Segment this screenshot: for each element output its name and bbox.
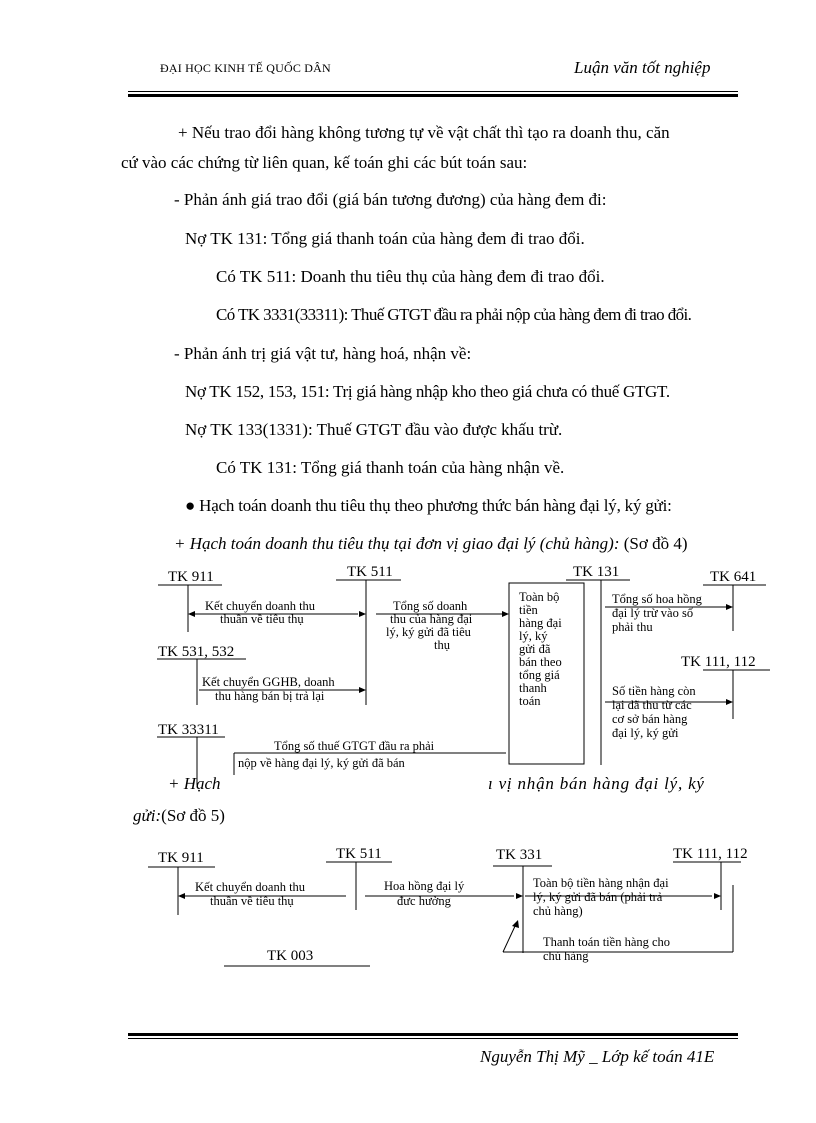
diagram4-flow-label: lý, ký gửi đã tiêu bbox=[386, 625, 471, 639]
diagram5-tk911-label: TK 911 bbox=[158, 850, 204, 866]
diagram4-caption: + Hạch toán doanh thu tiêu thụ tại đơn vị giao đại lý (chủ hàng): bbox=[174, 534, 620, 553]
paragraph-fragment: ı vị nhận bán hàng đại lý, ký bbox=[488, 774, 705, 793]
diagram4-flow-label: Tổng số thuế GTGT đầu ra phải bbox=[274, 739, 435, 753]
diagram4-box-text: bán theo bbox=[519, 655, 562, 669]
diagram5-tk511-label: TK 511 bbox=[336, 846, 382, 862]
paragraph-line: ● Hạch toán doanh thu tiêu thụ theo phương thức bán hàng đại lý, ký gửi: bbox=[185, 496, 672, 515]
diagram4-box-text: thanh bbox=[519, 681, 547, 695]
diagram5-flow-label: Thanh toán tiền hàng cho bbox=[543, 935, 671, 949]
diagram5-flow-label: chủ hàng bbox=[543, 949, 589, 963]
footer-rule-thin bbox=[128, 1038, 738, 1039]
diagram4-flow-label: thuần về tiêu thụ bbox=[220, 612, 304, 626]
diagram5-tk003-label: TK 003 bbox=[267, 948, 314, 964]
diagram4-flow-label: phải thu bbox=[612, 620, 653, 634]
diagram5-flow-label: lý, ký gửi đã bán (phải trả bbox=[533, 890, 663, 904]
diagram4-flow-label: lại đã thu từ các bbox=[612, 698, 692, 712]
diagram4-tk511-label: TK 511 bbox=[347, 564, 393, 580]
diagram4-tk111-label: TK 111, 112 bbox=[681, 654, 756, 670]
diagram4-box-text: hàng đại bbox=[519, 616, 562, 630]
diagram5-tk111-label: TK 111, 112 bbox=[673, 846, 748, 862]
paragraph-line: Có TK 3331(33311): Thuế GTGT đầu ra phải nộp của hàng đem đi trao đổi. bbox=[216, 305, 692, 324]
diagram4-box-text: toán bbox=[519, 694, 541, 708]
diagram4-flow-label: Kết chuyển GGHB, doanh bbox=[202, 675, 335, 689]
diagram4-box-text: tiền bbox=[519, 603, 538, 617]
diagram5-flow-label: thuần về tiêu thụ bbox=[210, 894, 294, 908]
diagram4-flow-label: thụ bbox=[434, 638, 450, 652]
diagram4-flow-label: cơ sở bán hàng bbox=[612, 712, 688, 726]
diagram4-tk33311-label: TK 33311 bbox=[158, 722, 219, 738]
diagram5-flow-label: đưc hưởng bbox=[397, 894, 451, 908]
paragraph-fragment: + Hạch bbox=[168, 774, 221, 793]
diagram4-box-text: gửi đã bbox=[519, 642, 551, 656]
diagram4-flow-label: Kết chuyển doanh thu bbox=[205, 599, 316, 613]
diagram5-flow-label: Kết chuyển doanh thu bbox=[195, 880, 306, 894]
paragraph-line: Có TK 131: Tổng giá thanh toán của hàng nhận về. bbox=[216, 458, 565, 477]
diagram4-flow-label: nộp về hàng đại lý, ký gửi đã bán bbox=[238, 756, 405, 770]
diagram4-flow-label: Tổng số hoa hồng bbox=[612, 592, 702, 606]
diagram5-caption: gửi: bbox=[133, 806, 162, 825]
diagram5-flow-label: chủ hàng) bbox=[533, 904, 583, 918]
diagram5-tk331-label: TK 331 bbox=[496, 847, 543, 863]
diagram4-tk911-label: TK 911 bbox=[168, 569, 214, 585]
diagram5-flow-label: Toàn bộ tiền hàng nhận đại bbox=[533, 876, 669, 890]
diagram4-flow-label: thu hàng bán bị trả lại bbox=[215, 689, 325, 703]
diagram4-tk531-label: TK 531, 532 bbox=[158, 644, 235, 660]
diagram4-box-text: lý, ký bbox=[519, 629, 548, 643]
diagram4-flow-label: Số tiền hàng còn bbox=[612, 684, 696, 698]
header-university: ĐẠI HỌC KINH TẾ QUỐC DÂN bbox=[160, 61, 331, 75]
paragraph-line: - Phản ánh giá trao đổi (giá bán tương đương) của hàng đem đi: bbox=[174, 190, 607, 209]
paragraph-line: - Phản ánh trị giá vật tư, hàng hoá, nhận về: bbox=[174, 344, 472, 363]
diagram4-tk131-label: TK 131 bbox=[573, 564, 620, 580]
diagram4-ref: (Sơ đồ 4) bbox=[619, 534, 688, 553]
diagram4-flow-label: đại lý, ký gửi bbox=[612, 726, 679, 740]
diagram4-box-text: Toàn bộ bbox=[519, 590, 560, 604]
diagram5-ref: (Sơ đồ 5) bbox=[161, 806, 225, 825]
diagram4-box-text: tổng giá bbox=[519, 668, 560, 682]
header-thesis-title: Luận văn tốt nghiệp bbox=[574, 58, 711, 77]
paragraph-line: Nợ TK 152, 153, 151: Trị giá hàng nhập kho theo giá chưa có thuế GTGT. bbox=[185, 382, 670, 401]
paragraph-line: Nợ TK 133(1331): Thuế GTGT đầu vào được khấu trừ. bbox=[185, 420, 563, 439]
footer-rule-thick bbox=[128, 1033, 738, 1036]
paragraph-line: Có TK 511: Doanh thu tiêu thụ của hàng đem đi trao đổi. bbox=[216, 267, 605, 286]
paragraph-line: Nợ TK 131: Tổng giá thanh toán của hàng đem đi trao đổi. bbox=[185, 229, 585, 248]
diagram4-flow-label: thu của hàng đại bbox=[390, 612, 473, 626]
paragraph-line: + Nếu trao đổi hàng không tương tự về vật chất thì tạo ra doanh thu, căn bbox=[178, 123, 670, 142]
diagram4-tk641-label: TK 641 bbox=[710, 569, 757, 585]
paragraph-line: cứ vào các chứng từ liên quan, kế toán ghi các bút toán sau: bbox=[121, 153, 528, 172]
diagram4-flow-label: Tổng số doanh bbox=[393, 599, 468, 613]
footer-author: Nguyễn Thị Mỹ _ Lớp kế toán 41E bbox=[480, 1047, 715, 1066]
diagram5-flow-label: Hoa hồng đại lý bbox=[384, 879, 465, 893]
diagram4-flow-label: đại lý trừ vào số bbox=[612, 606, 694, 620]
